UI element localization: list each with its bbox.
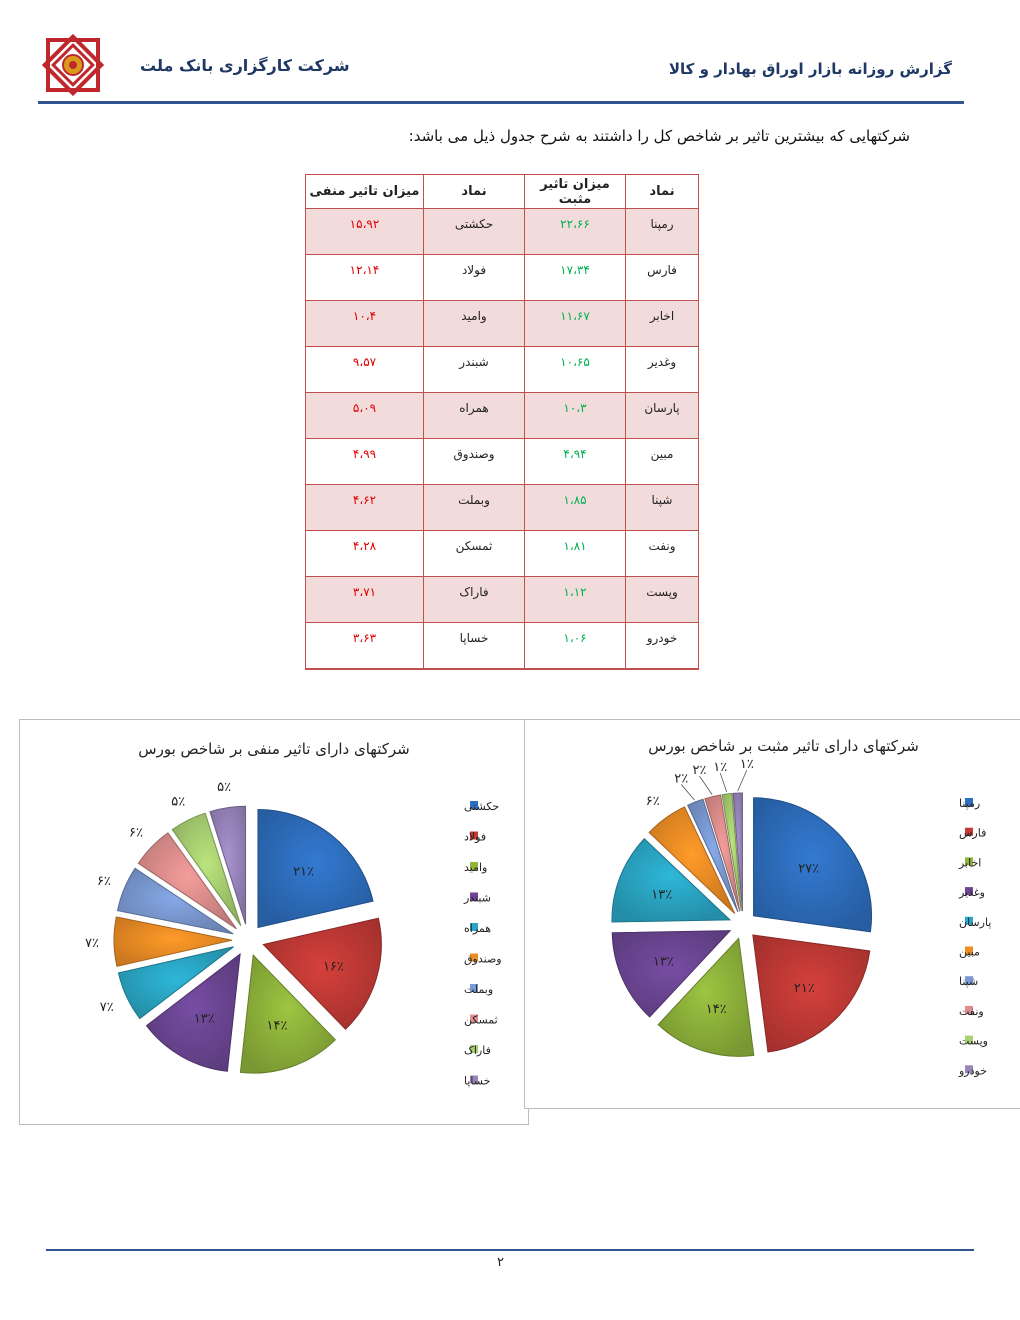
- pie-label-1: ۲۱٪: [793, 980, 815, 996]
- pos-symbol-cell: وغدیر: [626, 347, 699, 393]
- pos-value-cell: ۱،۱۲: [525, 577, 626, 623]
- pos-symbol-cell: ونفت: [626, 531, 699, 577]
- pie-slice-0: [258, 809, 373, 927]
- impact-table: [305, 174, 699, 670]
- legend-label-7: ثمسکن: [464, 1013, 498, 1027]
- pos-symbol-cell: شپنا: [626, 485, 699, 531]
- pie-label-1: ۱۶٪: [323, 959, 344, 975]
- pos-value-cell: ۱۱،۶۷: [525, 301, 626, 347]
- footer-divider: [46, 1249, 974, 1251]
- legend-label-3: وغدیر: [959, 886, 985, 900]
- pie-label-0: ۲۱٪: [293, 864, 315, 880]
- page-number: ۲: [497, 1255, 504, 1270]
- pie-label-2: ۱۴٪: [705, 1001, 727, 1017]
- pos-symbol-cell: وپست: [626, 577, 699, 623]
- neg-value-cell: ۱۲،۱۴: [306, 255, 424, 301]
- neg-symbol-cell: همراه: [424, 393, 525, 439]
- legend-label-0: رمپنا: [959, 797, 981, 810]
- table-row: [306, 255, 699, 301]
- legend-label-9: خساپا: [464, 1074, 491, 1088]
- pie-label-4: ۷٪: [99, 1000, 114, 1016]
- neg-value-cell: ۹،۵۷: [306, 347, 424, 393]
- pie-label-7: ۶٪: [128, 825, 143, 841]
- table-row: [306, 209, 699, 255]
- neg-value-cell: ۴،۲۸: [306, 531, 424, 577]
- pie-label-4: ۱۳٪: [651, 887, 673, 903]
- pos-symbol-cell: مبین: [626, 439, 699, 485]
- neg-symbol-cell: ثمسکن: [424, 531, 525, 577]
- intro-text: شرکتهایی که بیشترین تاثیر بر شاخص کل را داشتند به شرح جدول ذیل می باشد:: [408, 127, 910, 145]
- pie-leader-line-7: [700, 776, 713, 794]
- neg-symbol-cell: حکشتی: [424, 209, 525, 255]
- table-row: [306, 347, 699, 393]
- pie-leader-line-6: [681, 784, 694, 800]
- pie-label-8: ۱٪: [713, 760, 728, 776]
- legend-label-9: خودرو: [959, 1064, 988, 1078]
- pos-value-cell: ۱۰،۶۵: [525, 347, 626, 393]
- neg-symbol-cell: خساپا: [424, 623, 525, 669]
- pie-label-5: ۶٪: [645, 794, 660, 810]
- neg-symbol-cell: فاراک: [424, 577, 525, 623]
- pie-label-6: ۶٪: [96, 874, 111, 890]
- table-row: [306, 439, 699, 485]
- legend-label-2: اخابر: [959, 856, 982, 870]
- table-row: [306, 623, 699, 669]
- negative-chart-title: شرکتهای دارای تاثیر منفی بر شاخص بورس: [138, 740, 410, 758]
- legend-label-6: وبملت: [464, 983, 494, 996]
- pos-value-cell: ۱۰،۳: [525, 393, 626, 439]
- header-neg-symbol: نماد: [424, 175, 525, 209]
- legend-label-4: پارسان: [959, 915, 992, 929]
- pos-symbol-cell: رمپنا: [626, 209, 699, 255]
- legend-label-5: مبین: [959, 945, 980, 959]
- pie-label-3: ۱۳٪: [652, 954, 674, 970]
- neg-symbol-cell: فولاد: [424, 255, 525, 301]
- pie-label-8: ۵٪: [171, 794, 186, 810]
- legend-label-1: فارس: [959, 826, 987, 840]
- table-row: [306, 393, 699, 439]
- table-row: [306, 577, 699, 623]
- pie-label-9: ۱٪: [739, 757, 754, 773]
- table-body: [306, 209, 699, 669]
- legend-label-1: فولاد: [464, 830, 487, 844]
- pos-value-cell: ۱،۸۵: [525, 485, 626, 531]
- pie-label-9: ۵٪: [217, 779, 232, 795]
- pie-label-0: ۲۷٪: [798, 861, 820, 877]
- positive-pie-svg: [525, 720, 1020, 1108]
- positive-impact-chart: [524, 719, 1020, 1109]
- pie-label-6: ۲٪: [674, 771, 689, 787]
- legend-label-7: ونفت: [959, 1004, 984, 1018]
- legend-label-4: همراه: [464, 922, 492, 935]
- table-header-row: [306, 175, 699, 209]
- pie-label-5: ۷٪: [85, 935, 99, 951]
- neg-value-cell: ۳،۷۱: [306, 577, 424, 623]
- pie-label-3: ۱۳٪: [193, 1011, 215, 1027]
- pos-symbol-cell: فارس: [626, 255, 699, 301]
- header-divider: [38, 101, 964, 104]
- legend-label-5: وصندوق: [464, 952, 502, 966]
- neg-value-cell: ۵،۰۹: [306, 393, 424, 439]
- company-name: شرکت کارگزاری بانک ملت: [140, 56, 350, 75]
- pos-value-cell: ۴،۹۴: [525, 439, 626, 485]
- pos-value-cell: ۱۷،۳۴: [525, 255, 626, 301]
- pos-value-cell: ۲۲،۶۶: [525, 209, 626, 255]
- header-pos-symbol: نماد: [626, 175, 699, 209]
- neg-symbol-cell: وصندوق: [424, 439, 525, 485]
- header-neg-value: میزان تاثیر منفی: [306, 175, 424, 209]
- pos-value-cell: ۱،۸۱: [525, 531, 626, 577]
- neg-symbol-cell: شبندر: [424, 347, 525, 393]
- legend-label-8: وپست: [959, 1034, 988, 1048]
- table-row: [306, 531, 699, 577]
- legend-label-0: حکشتی: [464, 800, 500, 813]
- header-pos-value: میزان تاثیر مثبت: [525, 175, 626, 209]
- pos-value-cell: ۱،۰۶: [525, 623, 626, 669]
- neg-value-cell: ۱۰،۴: [306, 301, 424, 347]
- legend-label-6: شپنا: [959, 975, 979, 989]
- legend-label-2: وامید: [464, 861, 488, 874]
- negative-pie-svg: [20, 720, 528, 1124]
- pie-label-7: ۲٪: [692, 763, 707, 779]
- legend-label-8: فاراک: [464, 1044, 491, 1057]
- table-row: [306, 485, 699, 531]
- neg-value-cell: ۳،۶۳: [306, 623, 424, 669]
- neg-symbol-cell: وامید: [424, 301, 525, 347]
- pos-symbol-cell: خودرو: [626, 623, 699, 669]
- pie-label-2: ۱۴٪: [266, 1018, 288, 1034]
- neg-value-cell: ۱۵،۹۲: [306, 209, 424, 255]
- pos-symbol-cell: اخابر: [626, 301, 699, 347]
- bank-mellat-logo-icon: [40, 32, 106, 98]
- pos-symbol-cell: پارسان: [626, 393, 699, 439]
- positive-chart-title: شرکتهای دارای تاثیر مثبت بر شاخص بورس: [648, 737, 919, 755]
- neg-value-cell: ۴،۹۹: [306, 439, 424, 485]
- report-title: گزارش روزانه بازار اوراق بهادار و کالا: [668, 60, 952, 78]
- neg-symbol-cell: وبملت: [424, 485, 525, 531]
- table-row: [306, 301, 699, 347]
- pie-leader-line-8: [720, 773, 726, 792]
- negative-impact-chart: [19, 719, 529, 1125]
- pie-leader-line-9: [738, 770, 747, 791]
- neg-value-cell: ۴،۶۲: [306, 485, 424, 531]
- legend-label-3: شبندر: [464, 891, 491, 905]
